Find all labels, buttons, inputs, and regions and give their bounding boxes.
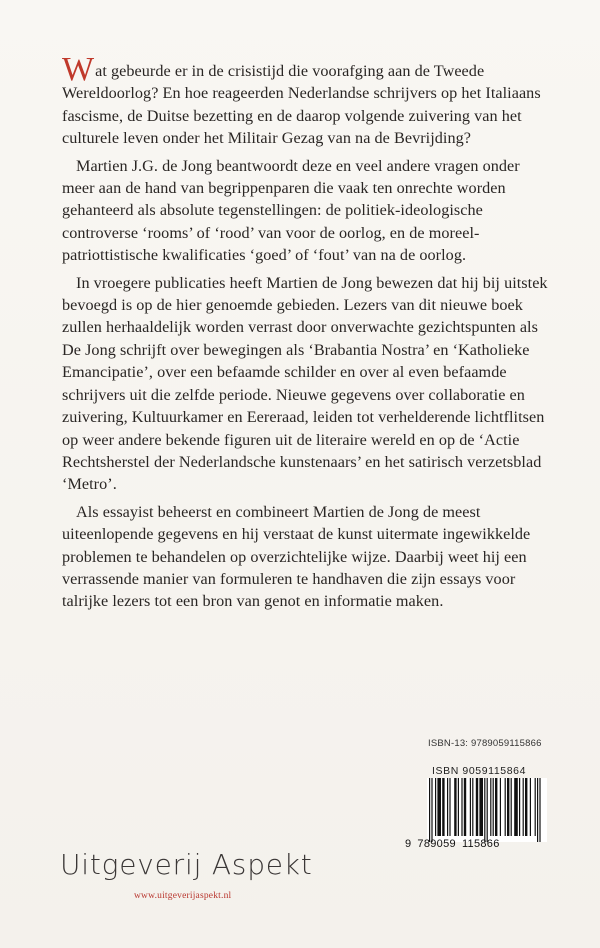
barcode-bar xyxy=(429,778,430,842)
blurb-paragraph-1-text: at gebeurde er in de crisistijd die voorafging aan de Tweede Wereldoorlog? En hoe reageerden Nederlandse schrijvers op het Italiaans fascisme, de Duitse bezetting en de daarop volgende zuivering van het culturele leven onder het Militair Gezag van na de Bevrijding? xyxy=(62,62,541,148)
barcode-bar xyxy=(523,778,524,836)
publisher-logo-text: Uitgeverij Aspekt xyxy=(60,848,313,881)
barcode-bar xyxy=(537,778,538,842)
drop-cap: W xyxy=(62,51,95,88)
blurb-paragraph-4: Als essayist beheerst en combineert Martien de Jong de meest uiteenlopende gegevens en hij verstaat de kunst uitermate ingewikkelde problemen te behandelen op overzichtelijke wijze. Daarbij weet hij een verrassende manier van formuleren te handhaven die zijn essays voor talrijke lezers tot een bron van genot en informatie maken. xyxy=(62,502,531,611)
barcode-bar xyxy=(476,778,478,836)
barcode-bar xyxy=(479,778,483,836)
barcode-bar xyxy=(525,778,527,836)
barcode-bar xyxy=(507,778,509,836)
blurb-paragraph-2: Martien J.G. de Jong beantwoordt deze en veel andere vragen onder meer aan de hand van begrippenparen die vaak ten onrechte worden gehanteerd als absolute tegenstellingen: de politiek-ideologische controverse ‘rooms’ of ‘rood’ van voor de oorlog, en de moreel-patriottistische kwalificaties ‘goed’ of ‘fout’ van na de oorlog. xyxy=(62,156,520,265)
isbn10-label: ISBN 9059115864 xyxy=(432,765,527,777)
barcode-bar xyxy=(435,778,436,836)
barcode-bar xyxy=(530,778,531,836)
barcode-bar xyxy=(458,778,459,836)
barcode-bar xyxy=(539,778,540,842)
barcode-image xyxy=(427,778,547,842)
barcode-bar xyxy=(442,778,444,836)
barcode-bar xyxy=(454,778,456,836)
barcode-bar xyxy=(461,778,462,836)
barcode-bar xyxy=(437,778,441,836)
barcode-bar xyxy=(449,778,450,836)
barcode-bar xyxy=(511,778,512,836)
barcode-bar xyxy=(484,778,485,842)
barcode-bar xyxy=(490,778,491,836)
barcode-bar xyxy=(495,778,497,836)
barcode-bar xyxy=(505,778,506,836)
barcode-bar xyxy=(487,778,488,842)
barcode-bar xyxy=(447,778,448,836)
barcode-digit-lead: 9 xyxy=(405,838,412,850)
barcode-bar xyxy=(464,778,466,836)
barcode-bar xyxy=(470,778,471,836)
barcode-bar xyxy=(472,778,473,836)
blurb-paragraph-3: In vroegere publicaties heeft Martien de Jong bewezen dat hij bij uitstek bevoegd is op de hier genoemde gebieden. Lezers van dit nieuwe boek zullen herhaaldelijk worden verrast door onverwachte gezichtspunten als De Jong schrijft over bewegingen als ‘Brabantia Nostra’ en ‘Katholieke Emancipatie’, over een befaamde schilder en over al even befaamde schrijvers uit die zelfde periode. Nieuwe gegevens over collaboratie en zuivering, Kultuurkamer en Eereraad, leiden tot verhelderende lichtflitsen op weer andere bekende figuren uit de literaire wereld en op de ‘Actie Rechtsherstel der Nederlandsche kunstenaars’ en het satirisch verzetsblad ‘Metro’. xyxy=(62,273,548,494)
barcode-bar xyxy=(431,778,432,842)
barcode-bar xyxy=(519,778,520,836)
barcode-bar xyxy=(500,778,501,836)
barcode-digit-right: 115866 xyxy=(461,838,500,850)
barcode-digits xyxy=(405,838,555,850)
barcode-bar xyxy=(493,778,494,836)
publisher-website: www.uitgeverijaspekt.nl xyxy=(134,891,232,901)
isbn13-label: ISBN-13: 9789059115866 xyxy=(428,738,542,749)
barcode-bar xyxy=(514,778,518,836)
blurb-paragraph-1 xyxy=(62,51,548,150)
barcode-digit-left: 789059 xyxy=(417,838,456,850)
blurb-text xyxy=(62,51,548,618)
barcode-bar xyxy=(535,778,536,836)
